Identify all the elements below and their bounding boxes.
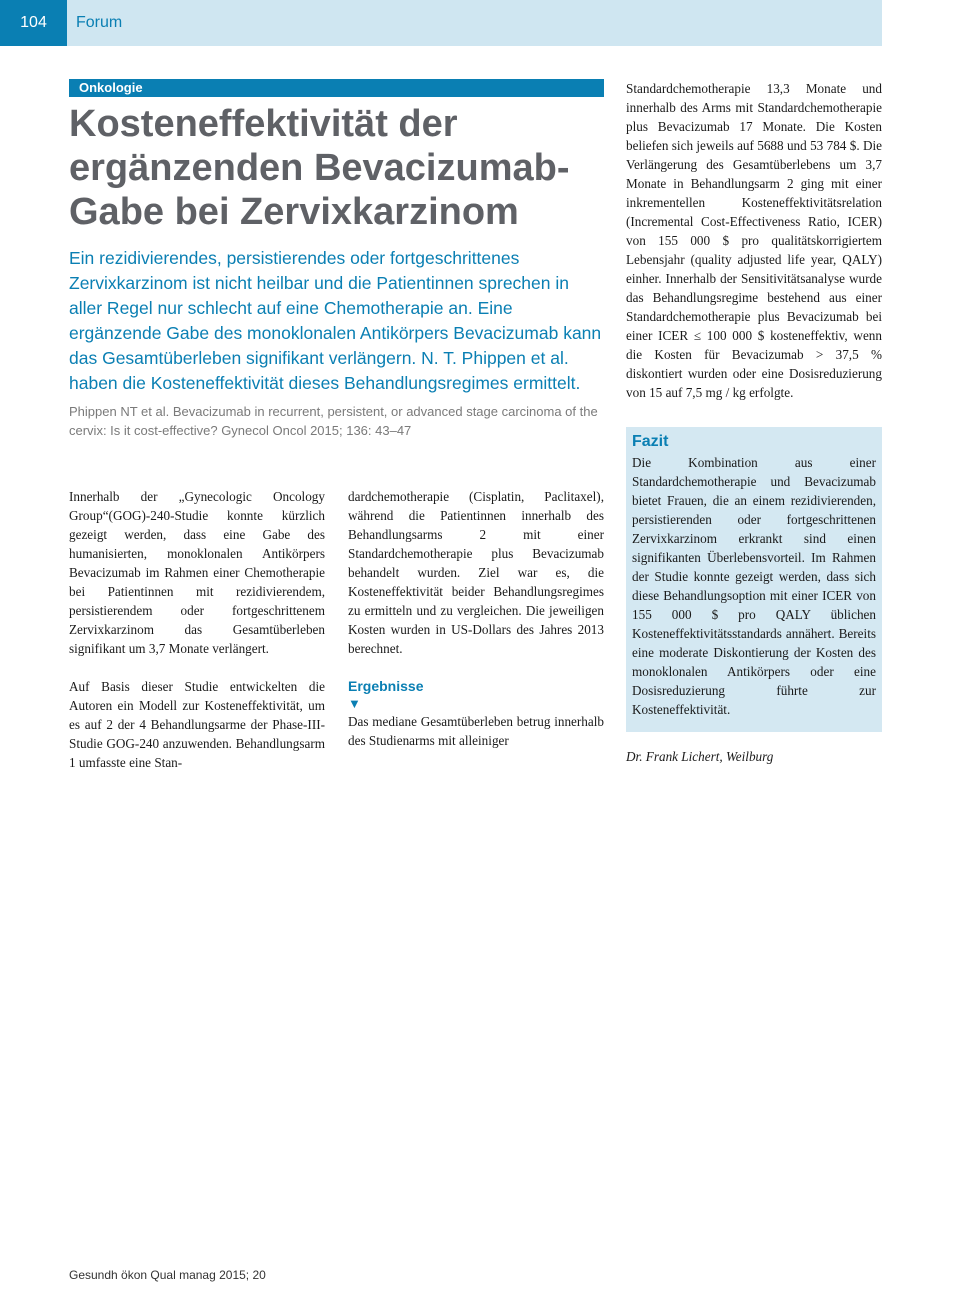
journal-footer: Gesundh ökon Qual manag 2015; 20: [69, 1268, 266, 1282]
article-title: Kosteneffektivität der ergänzenden Bevacizumab-Gabe bei Zervixkarzinom: [69, 103, 570, 233]
fazit-title: Fazit: [632, 433, 669, 450]
fazit-text: Die Kombination aus einer Standardchemotherapie und Bevacizumab bietet Frauen, die an einem rezidivierenden, persistierenden oder fortgeschrittenen Zervixkarzinom erkrankt sind einen signifikanten Überlebensvorteil. Im Rahmen der Studie konnte gezeigt werden, dass sich diese Behandlungsoption mit einer ICER von 155 000 $ pro QALY üblichen Kosteneffektivitätsstandards annähert. Bereits eine moderate Diskontierung der Kosten des monoklonalen Antikörpers oder eine Dosisreduzierung führte zur Kosteneffektivität.: [632, 455, 876, 717]
paragraph: dardchemotherapie (Cisplatin, Paclitaxel), während die Patientinnen innerhalb des Behandlungsarms 2 mit einer Standardchemotherapie plus Bevacizumab behandelt wurden. Ziel war es, die Kosteneffektivität beider Behandlungsregimes zu ermitteln und zu vergleichen. Die jeweiligen Kosten wurden in US-Dollars des Jahres 2013 berechnet.: [348, 489, 604, 656]
column-1: [69, 487, 325, 791]
paragraph: Auf Basis dieser Studie entwickelten die Autoren ein Modell zur Kosteneffektivität, um es auf 2 der 4 Behandlungsarme der Phase-III-Studie GOG-240 anzuwenden. Behandlungsarm 1 umfasste eine Stan-: [69, 679, 325, 770]
paragraph: Standardchemotherapie 13,3 Monate und innerhalb des Arms mit Standardchemotherapie plus Bevacizumab 17 Monate. Die Kosten beliefen sich jeweils auf 5688 und 53 784 $. Die Verlängerung des Gesamtüberlebens um 3,7 Monate in Behandlungsarm 2 ging mit einer inkrementellen Kosteneffektivitätsrelation (Incremental Cost-Effectiveness Ratio, ICER) von 155 000 $ pro qualitätskorrigiertem Lebensjahr (quality adjusted life year, QALY) einher. Innerhalb der Sensitivitätsanalyse wurde das Behandlungsregime bestehend aus einer Standardchemotherapie plus Bevacizumab bei einer ICER ≤ 100 000 $ kosteneffektiv, wenn die Kosten für Bevacizumab > 37,5 % diskontiert wurden oder eine Dosisreduzierung von 15 auf 7,5 mg / kg erfolgte.: [626, 81, 882, 400]
paragraph: Innerhalb der „Gynecologic Oncology Group“(GOG)-240-Studie konnte kürzlich gezeigt werden, dass eine Gabe des humanisierten, monoklonalen Antikörpers Bevacizumab im Rahmen einer Chemotherapie bei Patientinnen mit rezidivierendem, persistierendem oder fortgeschrittenem Zervixkarzinom das Gesamtüberleben signifikant um 3,7 Monate verlängert.: [69, 489, 325, 656]
triangle-down-icon: ▼: [348, 696, 361, 711]
page-header: [0, 0, 882, 46]
article-citation: Phippen NT et al. Bevacizumab in recurrent, persistent, or advanced stage carcinoma of the cervix: Is it cost-effective? Gynecol Oncol 2015; 136: 43–47: [69, 404, 598, 438]
page-number: 104: [0, 0, 67, 46]
column-3: [626, 79, 882, 421]
results-heading: Ergebnisse: [348, 678, 424, 694]
column-2: [348, 487, 604, 769]
paragraph: Das mediane Gesamtüberleben betrug innerhalb des Studienarms mit alleiniger: [348, 714, 604, 748]
section-label: Forum: [76, 14, 123, 31]
article-lead: Ein rezidivierendes, persistierendes oder fortgeschrittenes Zervixkarzinom ist nicht heilbar und die Patientinnen sprechen in aller Regel nur schlecht auf eine Chemotherapie an. Eine ergänzende Gabe des monoklonalen Antikörpers Bevacizumab kann das Gesamtüberleben signifikant verlängern. N. T. Phippen et al. haben die Kosteneffektivität dieses Behandlungsregimes ermittelt.: [69, 248, 602, 393]
category-label: Onkologie: [69, 79, 604, 97]
fazit-box: [626, 427, 882, 732]
author-signature: Dr. Frank Lichert, Weilburg: [626, 749, 774, 764]
